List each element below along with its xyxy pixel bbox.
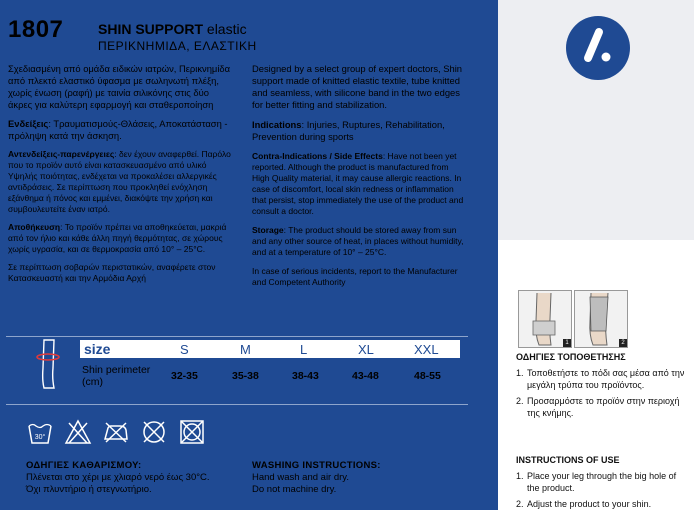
divider-top <box>6 336 468 337</box>
greek-step-2 <box>516 396 691 419</box>
english-step-2-number: 2. <box>516 499 524 509</box>
instruction-image-1 <box>518 290 572 348</box>
size-xl: XL <box>358 342 374 357</box>
greek-indications-text: : Τραυματισμούς-Θλάσεις, Αποκατάσταση - πρόληψη κατά την άσκηση. <box>8 118 228 141</box>
care-greek-line1: Πλένεται στο χέρι με χλιαρό νερό έως 30°C. <box>26 472 210 483</box>
english-description: Designed by a select group of expert doctors, Shin support made of knitted elastic textile, tube knitted and seamless, with silicone band in the two edges for better fitting and stabilization. <box>252 63 463 110</box>
english-step-2-text: Adjust the product to your shin. <box>527 499 652 509</box>
english-indications-label: Indications <box>252 119 302 130</box>
english-step-1-text: Place your leg through the big hole of the product. <box>527 471 677 493</box>
size-m: M <box>240 342 251 357</box>
english-storage <box>252 225 464 258</box>
greek-contra-label: Αντενδείξεις-παρενέργειες <box>8 149 115 159</box>
shin-perimeter-label: Shin perimeter (cm) <box>82 364 151 388</box>
english-storage-label: Storage <box>252 225 284 235</box>
greek-step-2-text: Προσαρμόστε το προϊόν στην περιοχή της κνήμης. <box>527 396 680 418</box>
greek-text-column <box>8 63 234 291</box>
english-step-2 <box>516 499 691 511</box>
greek-instructions-title: ΟΔΗΓΙΕΣ ΤΟΠΟΘΕΤΗΣΗΣ <box>516 352 626 362</box>
greek-storage <box>8 222 234 255</box>
image-1-number: 1 <box>563 339 571 347</box>
english-indications <box>252 119 464 143</box>
greek-step-1 <box>516 368 691 391</box>
english-instructions-title: INSTRUCTIONS OF USE <box>516 455 620 465</box>
instruction-image-2 <box>574 290 628 348</box>
english-incident: In case of serious incidents, report to the Manufacturer and Competent Authority <box>252 266 458 287</box>
hand-wash-icon <box>26 418 54 446</box>
range-xl: 43-48 <box>352 370 379 382</box>
greek-instructions-list <box>516 368 691 424</box>
no-iron-icon <box>102 418 130 446</box>
care-greek-title: ΟΔΗΓΙΕΣ ΚΑΘΑΡΙΣΜΟΥ: <box>26 460 142 471</box>
size-label: size <box>84 341 111 357</box>
no-tumble-dry-icon <box>178 418 206 446</box>
english-step-1-number: 1. <box>516 471 524 481</box>
care-english-line2: Do not machine dry. <box>252 484 337 495</box>
greek-indications-label: Ενδείξεις <box>8 118 49 129</box>
range-l: 38-43 <box>292 370 319 382</box>
care-greek <box>26 460 236 496</box>
product-code: 1807 <box>8 16 64 43</box>
range-m: 35-38 <box>232 370 259 382</box>
care-english <box>252 460 462 496</box>
greek-step-1-number: 1. <box>516 368 524 378</box>
greek-step-1-text: Τοποθετήστε το πόδι σας μέσα από την μεγάλη τρύπα του προϊόντος. <box>527 368 685 390</box>
shin-measure-icon <box>30 338 70 392</box>
no-bleach-icon <box>64 418 92 446</box>
size-l: L <box>300 342 308 357</box>
image-2-number: 2 <box>619 339 627 347</box>
greek-indications <box>8 118 234 142</box>
size-s: S <box>180 342 189 357</box>
range-xxl: 48-55 <box>414 370 441 382</box>
product-name-bold: SHIN SUPPORT <box>98 21 204 37</box>
english-contra-label: Contra-Indications / Side Effects <box>252 151 383 161</box>
size-xxl: XXL <box>414 342 439 357</box>
greek-incident: Σε περίπτωση σοβαρών περιστατικών, αναφέρετε στον Κατασκευαστή και την Αρμόδια Αρχή <box>8 262 216 283</box>
greek-contra <box>8 149 234 215</box>
english-contra <box>252 151 464 217</box>
english-contra-text: : Have not been yet reported. Although the product is manufactured from High Quality material, it may cause allergic reactions. In case of discomfort, local skin redness or inflammation that persist, stop immediately the use of the product and consult a doctor. <box>252 151 464 216</box>
greek-storage-text: : Το προϊόν πρέπει να αποθηκεύεται, μακριά από τον ήλιο και κάθε άλλη πηγή θερμότητας, σε χώρους χωρίς υγρασία, και σε θερμοκρασία από 10° – 25°C. <box>8 222 227 254</box>
brand-logo <box>566 16 630 80</box>
care-greek-line2: Όχι πλυντήριο ή στεγνωτήριο. <box>26 484 152 495</box>
product-name-light: elastic <box>206 21 247 37</box>
english-storage-text: : The product should be stored away from sun and any other source of heat, in places without humidity, and at a temperature of 10° – 25°C. <box>252 225 464 257</box>
greek-contra-text: : δεν έχουν αναφερθεί. Παρόλο που το προϊόν αυτό είναι κατασκευασμένο από υλικό Υψηλής ποιότητας, ενδέχεται να προκαλέσει αλλεργικές αντιδράσεις. Σε περίπτωση που προκληθεί ενόχληση εξάνθημα ή πόνος και εμμένει, διακόψτε την χρήση και συμβουλευτείτε έναν ιατρό. <box>8 149 231 214</box>
care-english-line1: Hand wash and air dry. <box>252 472 349 483</box>
brand-logo-mark-icon <box>566 16 630 80</box>
english-step-1 <box>516 471 691 494</box>
english-indications-text: : Injuries, Ruptures, Rehabilitation, Prevention during sports <box>252 119 445 142</box>
english-instructions-list <box>516 471 691 516</box>
care-english-title: WASHING INSTRUCTIONS: <box>252 460 381 471</box>
product-name-greek: ΠΕΡΙΚΝΗΜΙΔΑ, ΕΛΑΣΤΙΚΗ <box>98 39 257 53</box>
no-dry-clean-icon <box>140 418 168 446</box>
english-text-column <box>252 63 464 296</box>
size-header-bar <box>80 340 460 358</box>
product-name <box>98 21 247 37</box>
greek-storage-label: Αποθήκευση <box>8 222 61 232</box>
divider-bottom <box>6 404 468 405</box>
greek-description: Σχεδιασμένη από ομάδα ειδικών ιατρών, Περικνημίδα από πλεκτό ελαστικό ύφασμα με σωληνωτή πλέξη, χωρίς ένωση (ραφή) με ταινία σιλικόνης στις δύο άκρες για καλύτερη εφαρμογή και σταθεροποίηση <box>8 63 231 110</box>
wash-temp-label: 30° <box>34 434 46 441</box>
range-s: 32-35 <box>171 370 198 382</box>
greek-step-2-number: 2. <box>516 396 524 406</box>
